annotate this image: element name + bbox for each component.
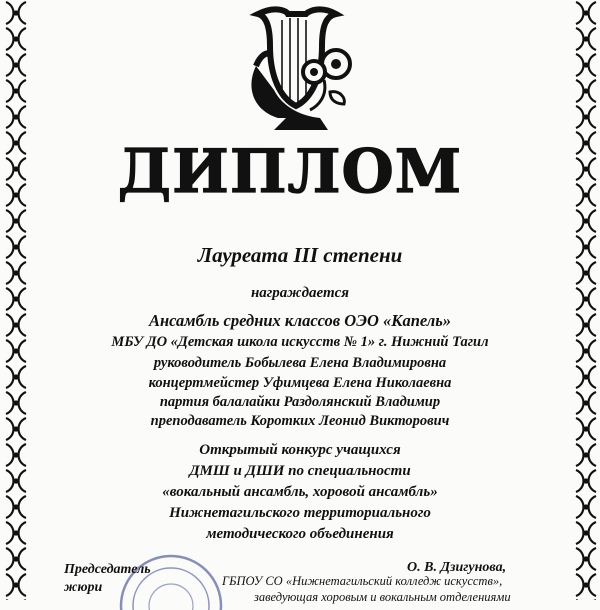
diploma-title: [117, 137, 463, 208]
recipient-line: руководитель Бобылева Елена Владимировна: [153, 355, 447, 371]
right-ornament-border: [572, 0, 600, 600]
chair-label-jury: жюри: [64, 580, 103, 595]
recipient-line: Ансамбль средних классов ОЭО «Капель»: [148, 311, 452, 330]
contest-line: «вокальный ансамбль, хоровой ансамбль»: [162, 484, 438, 500]
chair-label: Председатель: [64, 562, 151, 577]
flower-icon: [303, 50, 350, 110]
recipient-line: концертмейстер Уфимцева Елена Николаевна: [148, 375, 452, 391]
contest-line: Нижнетагильского территориального: [169, 505, 431, 521]
recipient-line: МБУ ДО «Детская школа искусств № 1» г. Нижний Тагил: [111, 334, 489, 350]
degree-heading: Лауреата III степени: [197, 243, 403, 267]
chair-name: О. В. Дзигунова,: [407, 560, 507, 575]
recipient-line: преподаватель Коротких Леонид Викторович: [150, 413, 450, 429]
left-ornament-border: [2, 0, 30, 600]
svg-text:ДИПЛОМ: ДИПЛОМ: [117, 137, 463, 207]
lyre-emblem-icon: [226, 6, 366, 136]
contest-line: ДМШ и ДШИ по специальности: [189, 463, 411, 479]
position-line: заведующая хоровым и вокальным отделениями: [254, 590, 511, 604]
institution-line: ГБПОУ СО «Нижнетагильский колледж искусств»,: [222, 574, 503, 588]
recipient-line: партия балалайки Раздолянский Владимир: [159, 394, 441, 410]
contest-line: Открытый конкурс учащихся: [199, 442, 401, 458]
awarded-label: награждается: [250, 285, 350, 301]
contest-line: методического объединения: [206, 526, 394, 542]
